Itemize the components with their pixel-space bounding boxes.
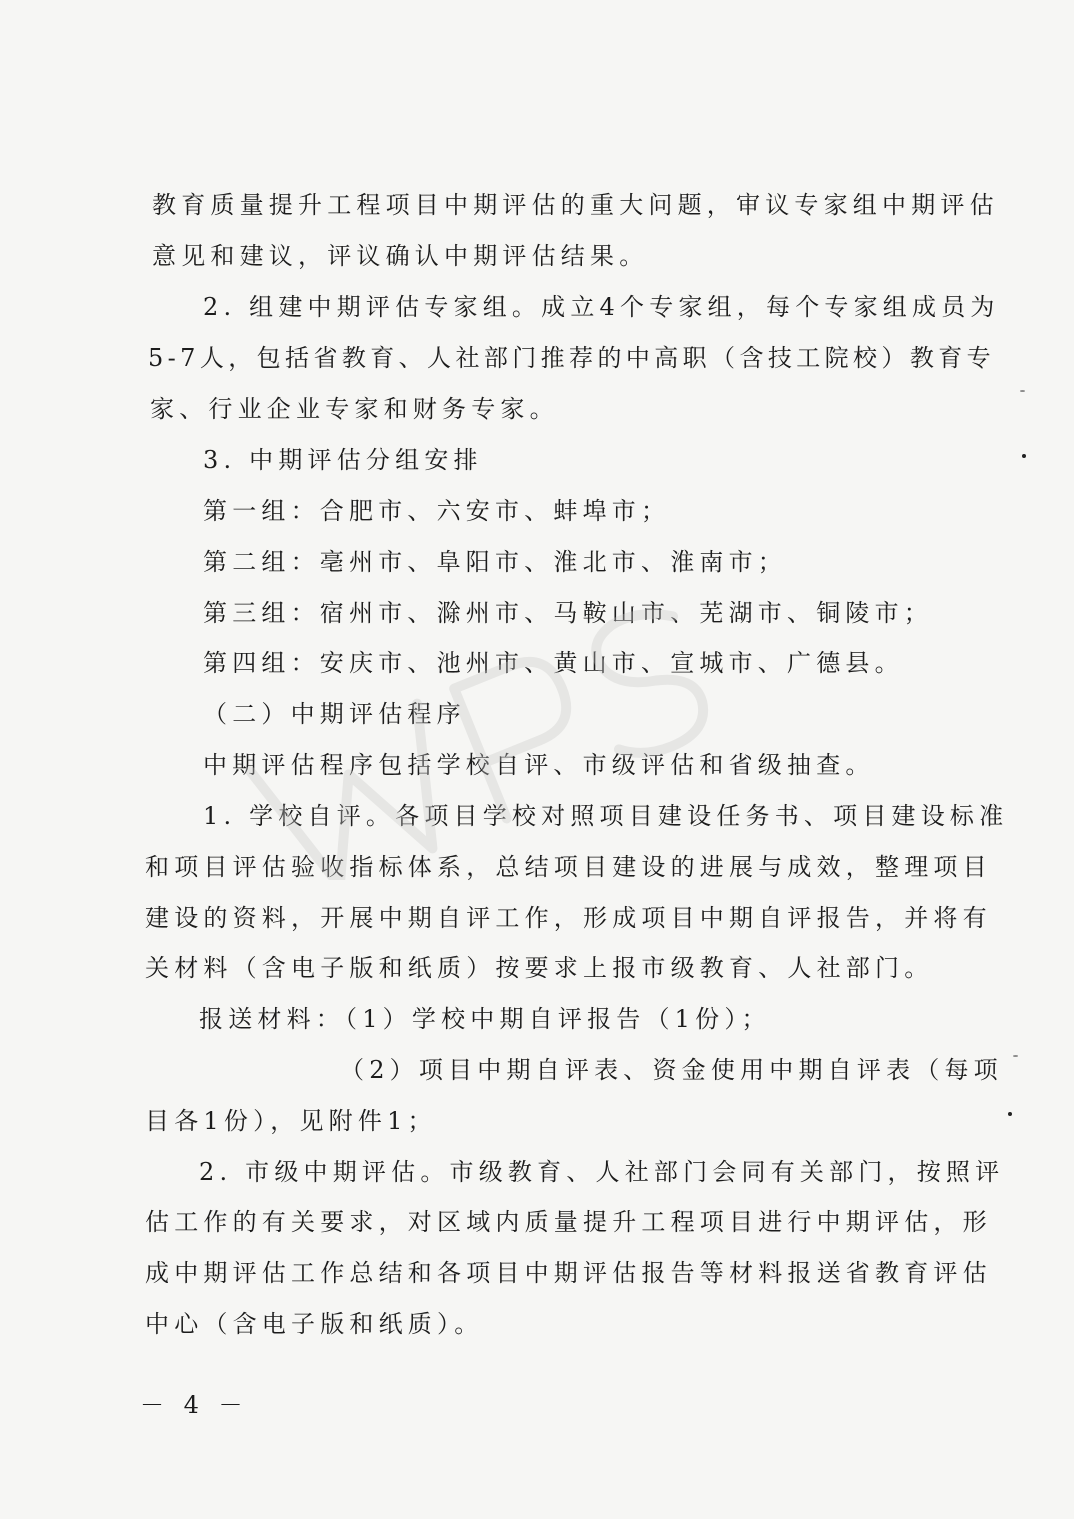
text-line: 建设的资料，开展中期自评工作，形成项目中期自评报告，并将有 [145, 904, 992, 932]
text-line: 3. 中期评估分组安排 [203, 446, 483, 474]
text-line: 2. 市级中期评估。市级教育、人社部门会同有关部门，按照评 [199, 1158, 1005, 1186]
text-line: （2）项目中期自评表、资金使用中期自评表（每项 [340, 1056, 1003, 1084]
text-line: 成中期评估工作总结和各项目中期评估报告等材料报送省教育评估 [145, 1259, 992, 1287]
text-line: 家、行业企业专家和财务专家。 [150, 395, 559, 423]
text-line: 第一组：合肥市、六安市、蚌埠市； [203, 497, 671, 525]
text-line: 教育质量提升工程项目中期评估的重大问题，审议专家组中期评估 [152, 191, 999, 219]
text-line: 2. 组建中期评估专家组。成立4个专家组，每个专家组成员为 [203, 293, 1000, 321]
section-heading: （二）中期评估程序 [203, 700, 466, 728]
scan-speck [1013, 1055, 1018, 1057]
scan-speck [1020, 390, 1025, 392]
text-line: 中期评估程序包括学校自评、市级评估和省级抽查。 [203, 751, 875, 779]
text-line: 估工作的有关要求，对区域内质量提升工程项目进行中期评估，形 [145, 1208, 992, 1236]
text-line: 第三组：宿州市、滁州市、马鞍山市、芜湖市、铜陵市； [203, 599, 933, 627]
wps-watermark [230, 560, 790, 880]
text-line: 目各1份），见附件1； [145, 1107, 437, 1135]
text-line: 和项目评估验收指标体系，总结项目建设的进展与成效，整理项目 [145, 853, 992, 881]
text-line: 第二组：亳州市、阜阳市、淮北市、淮南市； [203, 548, 787, 576]
text-line: 报送材料：（1）学校中期自评报告（1份）； [199, 1005, 771, 1033]
text-line: 意见和建议，评议确认中期评估结果。 [152, 242, 649, 270]
page-number: － 4 － [140, 1391, 249, 1419]
text-line: 1. 学校自评。各项目学校对照项目建设任务书、项目建设标准 [203, 802, 1009, 830]
text-line: 中心（含电子版和纸质）。 [145, 1310, 484, 1338]
text-line: 5-7人，包括省教育、人社部门推荐的中高职（含技工院校）教育专 [148, 344, 996, 372]
text-line: 第四组：安庆市、池州市、黄山市、宣城市、广德县。 [203, 649, 904, 677]
scan-speck [1008, 1112, 1012, 1116]
text-line: 关材料（含电子版和纸质）按要求上报市级教育、人社部门。 [145, 954, 934, 982]
scan-speck [1022, 454, 1026, 458]
